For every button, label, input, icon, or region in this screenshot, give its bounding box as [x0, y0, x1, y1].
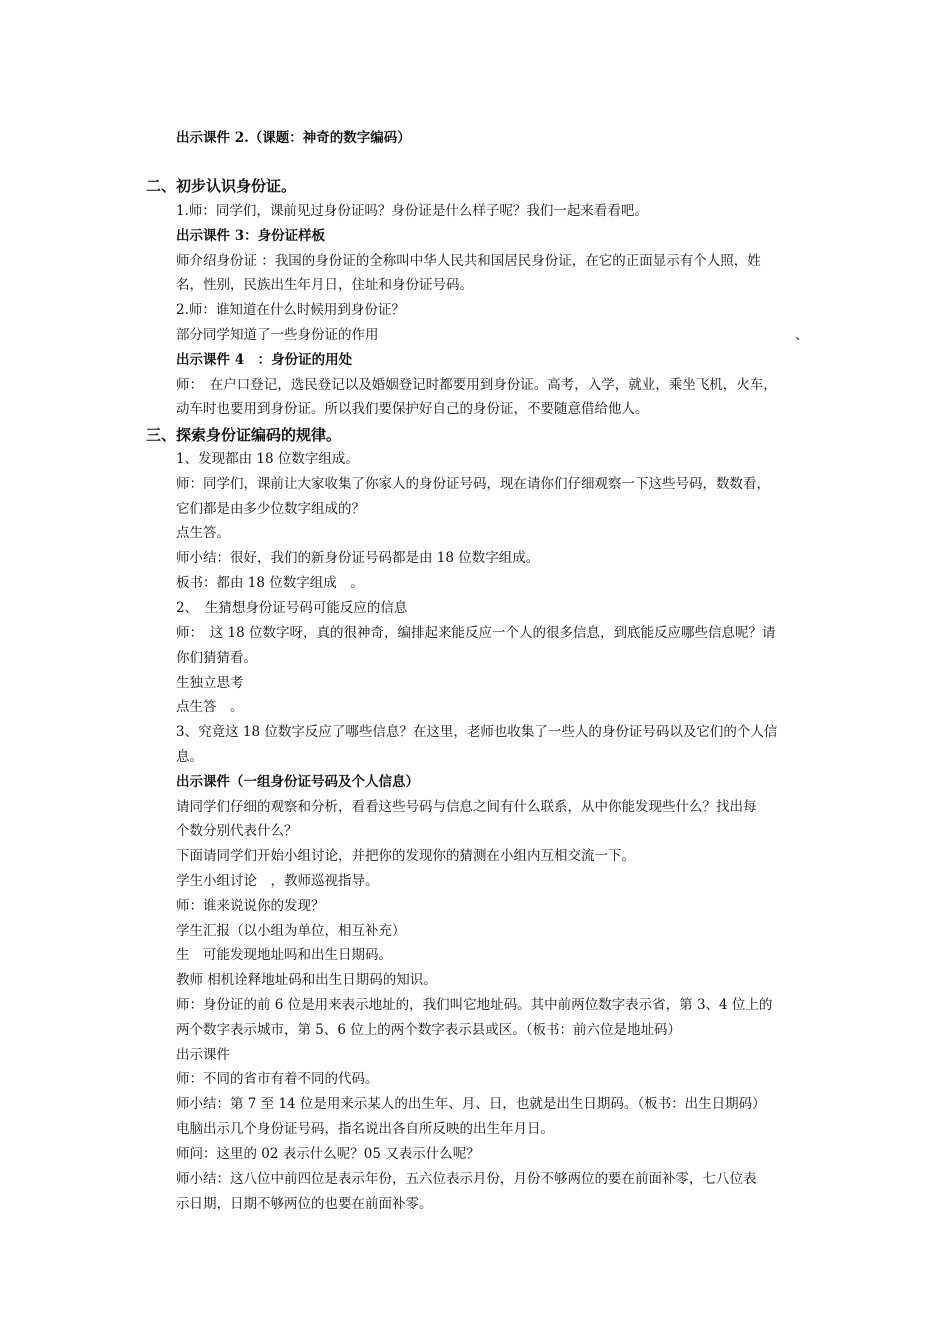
text-line: 动车时也要用到身份证。所以我们要保护好自己的身份证，不要随意借给他人。	[176, 401, 649, 417]
text-line: 师：不同的省市有着不同的代码。	[176, 1071, 379, 1087]
text-line: 下面请同学们开始小组讨论，并把你的发现你的猜测在小组内互相交流一下。	[176, 848, 635, 864]
text-line: 师：同学们，课前让大家收集了你家人的身份证号码，现在请你们仔细观察一下这些号码，数数看，	[176, 476, 770, 492]
text-line: 两个数字表示城市，第 5、6 位上的两个数字表示县或区。（板书：前六位是地址码）	[176, 1022, 682, 1038]
text-line: 2、 生猜想身份证号码可能反应的信息	[176, 600, 408, 616]
text-line: 师小结：第 7 至 14 位是用来示某人的出生年、月、日，也就是出生日期码。（板书：出生日期码）	[176, 1096, 766, 1112]
heading-section-3: 三、探索身份证编码的规律。	[146, 426, 342, 444]
text-line: 个数分别代表什么？	[176, 823, 298, 839]
text-line: 教师 相机诠释地址码和出生日期码的知识。	[176, 972, 437, 988]
text-line: 学生汇报（以小组为单位，相互补充）	[176, 923, 406, 939]
text-line: 师问：这里的 02 表示什么呢？05 又表示什么呢？	[176, 1146, 480, 1162]
line-courseware-2: 出示课件 2.（课题：神奇的数字编码）	[176, 130, 411, 146]
text-line: 板书：都由 18 位数字组成 。	[176, 575, 364, 591]
text-line: 师：身份证的前 6 位是用来表示地址的，我们叫它地址码。其中前两位数字表示省，第 3、4 位上的	[176, 997, 773, 1013]
heading-section-2: 二、初步认识身份证。	[146, 177, 297, 195]
text-line: 你们猜猜看。	[176, 650, 257, 666]
text-line: 师介绍身份证 ：我国的身份证的全称叫中华人民共和国居民身份证，在它的正面显示有个人照，姓	[176, 253, 761, 269]
text-line: 生 可能发现地址吗和出生日期码。	[176, 947, 392, 963]
text-line: 师：谁来说说你的发现？	[176, 898, 325, 914]
text-line: 它们都是由多少位数字组成的？	[176, 501, 365, 517]
text-line: 息。	[176, 749, 203, 765]
line-courseware-4: 出示课件 4 ：身份证的用处	[176, 352, 353, 368]
text-line: 1、发现都由 18 位数字组成。	[176, 451, 359, 467]
text-line: 点生答 。	[176, 699, 244, 715]
stray-mark: 、	[795, 327, 809, 343]
text-line: 出示课件	[176, 1047, 230, 1063]
text-line: 生独立思考	[176, 675, 244, 691]
text-line: 师： 在户口登记，选民登记以及婚姻登记时都要用到身份证。高考，入学，就业，乘坐飞机，火车，	[176, 377, 777, 393]
text-line: 电脑出示几个身份证号码，指名说出各自所反映的出生年月日。	[176, 1121, 554, 1137]
text-line: 师： 这 18 位数字呀，真的很神奇，编排起来能反应一个人的很多信息，到底能反应哪些信息呢？请	[176, 625, 776, 641]
text-line: 1.师：同学们，课前见过身份证吗？身份证是什么样子呢？我们一起来看看吧。	[176, 203, 648, 219]
text-line: 请同学们仔细的观察和分析，看看这些号码与信息之间有什么联系，从中你能发现些什么？找出每	[176, 799, 757, 815]
line-courseware-id-group: 出示课件（一组身份证号码及个人信息）	[176, 774, 419, 790]
text-line: 2.师：谁知道在什么时候用到身份证？	[176, 302, 405, 318]
text-line: 名，性别，民族出生年月日，住址和身份证号码。	[176, 277, 473, 293]
line-courseware-3: 出示课件 3：身份证样板	[176, 228, 326, 244]
text-line: 部分同学知道了一些身份证的作用	[176, 327, 379, 343]
text-line: 3、究竟这 18 位数字反应了哪些信息？在这里，老师也收集了一些人的身份证号码以及它们的个人信	[176, 724, 778, 740]
text-line: 示日期，日期不够两位的也要在前面补零。	[176, 1196, 433, 1212]
text-line: 点生答。	[176, 525, 230, 541]
text-line: 学生小组讨论 ，教师巡视指导。	[176, 873, 379, 889]
text-line: 师小结：这八位中前四位是表示年份，五六位表示月份，月份不够两位的要在前面补零，七八位表	[176, 1171, 757, 1187]
text-line: 师小结：很好，我们的新身份证号码都是由 18 位数字组成。	[176, 550, 540, 566]
